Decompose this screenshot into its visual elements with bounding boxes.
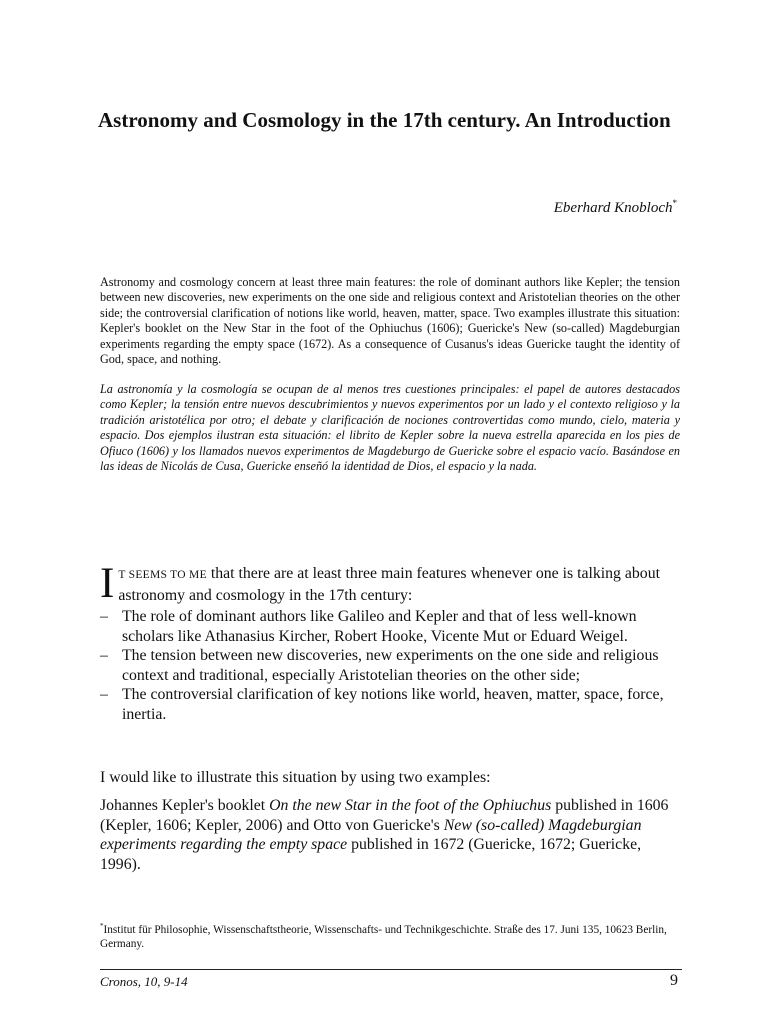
affiliation-footnote xyxy=(100,919,680,952)
list-item xyxy=(100,685,680,724)
list-item-text: The controversial clarification of key notions like world, heaven, matter, space, force, inertia. xyxy=(122,686,664,723)
list-item xyxy=(100,607,680,646)
dash-marker: – xyxy=(100,686,108,703)
author-footnote-mark: * xyxy=(672,198,677,208)
guericke-work-title: New (so-called) Magdeburgian experiments regarding the empty space xyxy=(100,816,642,853)
examples-text-a: Johannes Kepler's booklet xyxy=(100,797,270,814)
list-item-text: The tension between new discoveries, new experiments on the one side and religious context and traditional, especially Aristotelian theories on the other side; xyxy=(122,647,659,684)
kepler-work-title: On the new Star in the foot of the Ophiuchus xyxy=(269,797,552,814)
intro-text: that there are at least three main features whenever one is talking about astronomy and cosmology in the 17th century: xyxy=(118,565,660,604)
footnote-mark: * xyxy=(100,922,104,930)
examples-text-b: published in 1606 (Kepler, 1606; Kepler, 2006) and Otto von Guericke's xyxy=(100,797,669,834)
footer-rule xyxy=(100,969,682,970)
abstract-english: Astronomy and cosmology concern at least three main features: the role of dominant authors like Kepler; the tension between new discoveries, new experiments on the one side and religious context and Aristotelian theories on the other side; the controversial clarification of notions like world, heaven, matter, space. Two examples illustrate this situation: Kepler's booklet on the New Star in the foot of the Ophiuchus (1606); Guericke's New (so-called) Magdeburgian experiments regarding the empty space (1672). As a consequence of Cusanus's ideas Guericke taught the identity of God, space, and nothing. xyxy=(100,275,680,367)
list-item xyxy=(100,646,680,685)
drop-cap: I xyxy=(100,560,115,607)
examples-paragraph xyxy=(100,796,680,874)
examples-intro-paragraph: I would like to illustrate this situation by using two examples: xyxy=(100,769,491,786)
dash-marker: – xyxy=(100,647,108,664)
page-number: 9 xyxy=(670,972,678,989)
footnote-text: Institut für Philosophie, Wissenschaftstheorie, Wissenschafts- und Technikgeschichte. Straße des 17. Juni 135, 10623 Berlin, Germany. xyxy=(100,923,667,951)
dash-marker: – xyxy=(100,608,108,625)
abstract-spanish: La astronomía y la cosmología se ocupan de al menos tres cuestiones principales: el papel de autores destacados como Kepler; la tensión entre nuevos descubrimientos y nuevos experimentos por un lado y el contexto religioso y la tradición aristotélica por otro; el debate y clarificación de nociones controvertidas como mundo, cielo, materia y espacio. Dos ejemplos ilustran esta situación: el librito de Kepler sobre la nueva estrella aparecida en los pies de Ofiuco (1606) y los llamados nuevos experimentos de Magdeburgo de Guericke sobre el espacio vacío. Basándose en las ideas de Nicolás de Cusa, Guericke enseñó la identidad de Dios, el espacio y la nada. xyxy=(100,382,680,474)
author-line xyxy=(554,198,677,217)
list-item-text: The role of dominant authors like Galileo and Kepler and that of less well-known scholars like Athanasius Kircher, Robert Hooke, Vicente Mut or Eduard Weigel. xyxy=(122,608,637,645)
examples-text-c: published in 1672 (Guericke, 1672; Guericke, 1996). xyxy=(100,836,642,873)
feature-list xyxy=(100,607,680,724)
paper-title: Astronomy and Cosmology in the 17th century. An Introduction xyxy=(98,108,671,132)
author-name: Eberhard Knobloch xyxy=(553,200,673,216)
intro-paragraph xyxy=(100,560,680,607)
journal-citation: Cronos, 10, 9-14 xyxy=(100,974,188,989)
intro-smallcaps: T SEEMS TO ME xyxy=(118,569,207,581)
